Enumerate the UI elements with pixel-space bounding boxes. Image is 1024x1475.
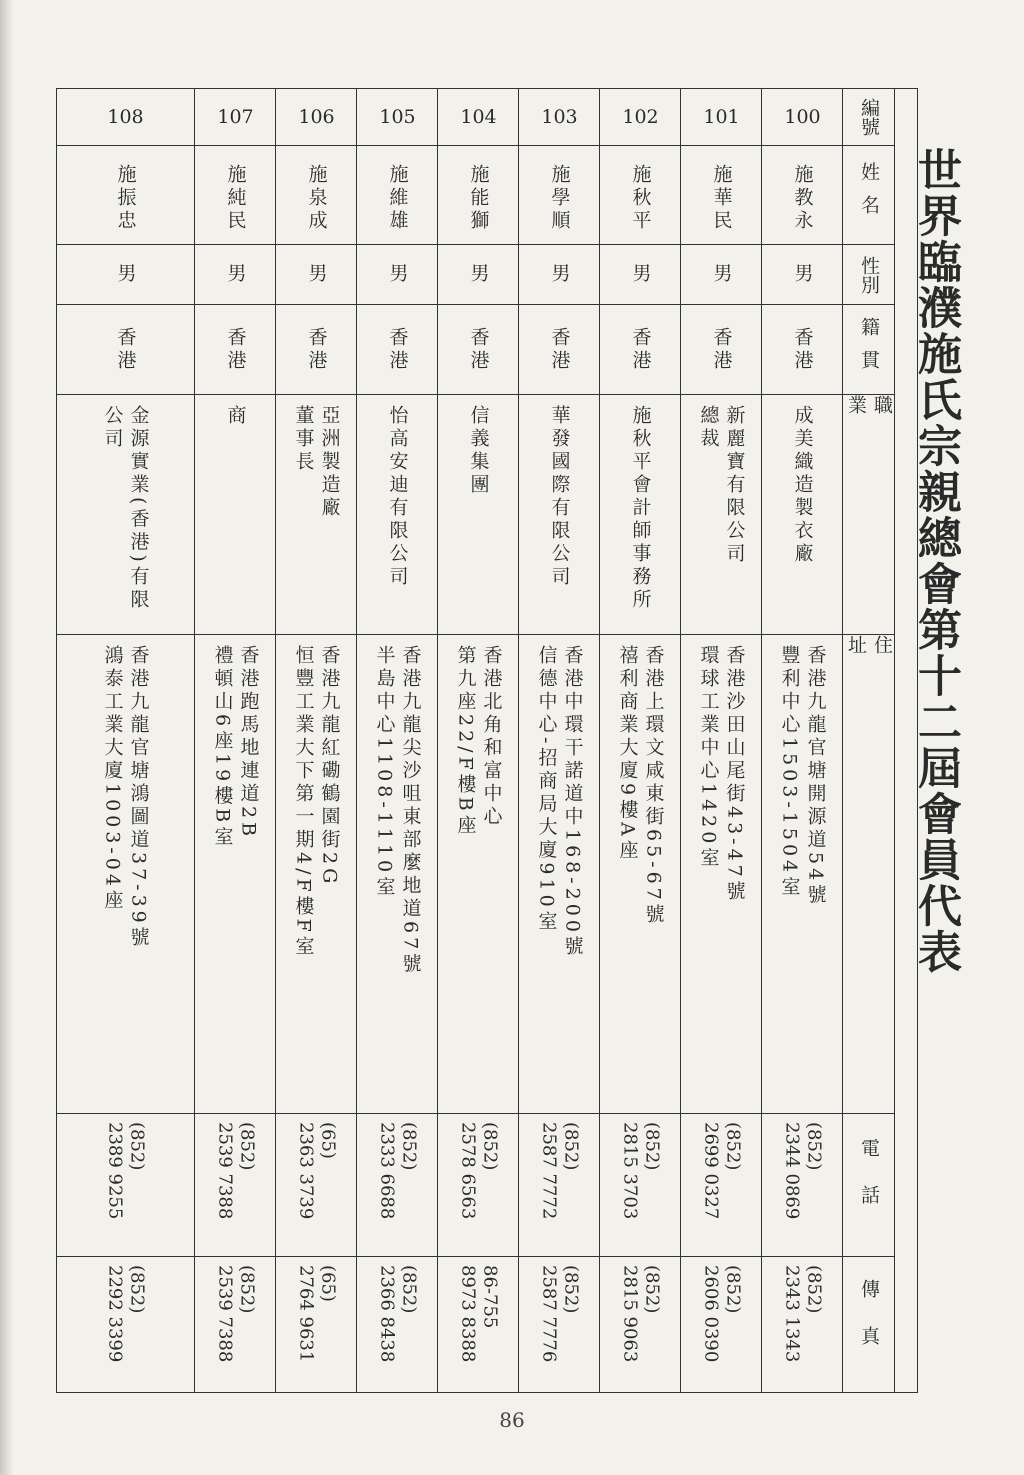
header-name <box>843 146 895 245</box>
member-gender-text: 男 <box>629 263 652 286</box>
member-fax-line: (852) <box>560 1265 582 1314</box>
member-fax-line: 2606 0390 <box>700 1265 722 1363</box>
member-fax <box>600 1257 681 1394</box>
member-gender-text: 男 <box>114 263 137 286</box>
member-column <box>437 89 519 1392</box>
member-column <box>194 89 276 1392</box>
member-number <box>681 89 762 146</box>
header-fax-label: 傳真 <box>858 1278 880 1373</box>
member-address-line: 豐利中心1503-1504室 <box>778 645 801 900</box>
member-phone-line: (852) <box>803 1122 825 1171</box>
member-address-line: 信德中心-招商局大廈910室 <box>535 645 558 934</box>
member-address-line: 半島中心1108-1110室 <box>373 645 396 900</box>
member-name-text: 施維雄 <box>386 164 409 233</box>
member-column <box>680 89 762 1392</box>
header-occupation-label: 職業 <box>845 395 893 534</box>
member-fax <box>519 1257 600 1394</box>
member-address-line: 香港沙田山尾街43-47號 <box>723 645 746 904</box>
member-address-line: 第九座22/F樓B座 <box>454 645 477 838</box>
member-address-line: 香港九龍紅磡鶴園街2G <box>318 645 341 888</box>
member-name <box>357 146 438 245</box>
member-gender-text: 男 <box>548 263 571 286</box>
member-gender <box>519 245 600 305</box>
member-origin <box>762 305 843 395</box>
member-fax-line: (852) <box>641 1265 663 1314</box>
member-number <box>762 89 843 146</box>
member-address-line: 香港上環文咸東街65-67號 <box>642 645 665 927</box>
member-address-line: 環球工業中心1420室 <box>697 645 720 871</box>
member-origin <box>276 305 357 395</box>
member-occupation-line: 信義集團 <box>467 405 490 497</box>
member-origin <box>357 305 438 395</box>
member-phone-line: (65) <box>317 1122 339 1159</box>
member-address <box>600 635 681 1114</box>
member-phone-line: 2587 7772 <box>538 1122 560 1220</box>
member-number <box>276 89 357 146</box>
member-phone-line: (852) <box>722 1122 744 1171</box>
member-fax-line: 2343 1343 <box>781 1265 803 1363</box>
member-fax-line: 2539 7388 <box>214 1265 236 1363</box>
member-number <box>438 89 519 146</box>
member-number-text: 105 <box>379 106 416 128</box>
member-gender <box>276 245 357 305</box>
member-address <box>57 635 194 1114</box>
member-phone-line: 2389 9255 <box>104 1122 126 1220</box>
member-number-text: 100 <box>784 106 821 128</box>
member-origin-text: 香港 <box>224 327 247 373</box>
member-origin-text: 香港 <box>548 327 571 373</box>
member-occupation <box>762 395 843 635</box>
member-address-line: 恒豐工業大下第一期4/F樓F室 <box>292 645 315 959</box>
member-name-text: 施學順 <box>548 164 571 233</box>
member-fax-line: (65) <box>317 1265 339 1302</box>
member-occupation-line: 成美織造製衣廠 <box>791 405 814 566</box>
member-fax <box>762 1257 843 1394</box>
member-fax-line: 2292 3399 <box>104 1265 126 1363</box>
member-phone-line: (852) <box>398 1122 420 1171</box>
member-gender <box>762 245 843 305</box>
header-gender-label: 性別 <box>858 255 880 294</box>
member-fax <box>357 1257 438 1394</box>
member-occupation <box>519 395 600 635</box>
member-origin-text: 香港 <box>710 327 733 373</box>
member-fax-line: (852) <box>803 1265 825 1314</box>
member-address <box>195 635 276 1114</box>
member-phone-line: (852) <box>560 1122 582 1171</box>
member-phone <box>276 1114 357 1257</box>
header-address-label: 住址 <box>845 635 893 924</box>
member-origin-text: 香港 <box>305 327 328 373</box>
member-phone <box>195 1114 276 1257</box>
member-address-line: 香港九龍官塘開源道54號 <box>804 645 827 908</box>
member-occupation-line: 董事長 <box>292 405 315 474</box>
header-phone-label: 電話 <box>858 1138 880 1232</box>
member-gender-text: 男 <box>386 263 409 286</box>
member-number <box>519 89 600 146</box>
member-gender-text: 男 <box>710 263 733 286</box>
member-gender <box>195 245 276 305</box>
member-address <box>762 635 843 1114</box>
member-number-text: 102 <box>622 106 659 128</box>
member-name-text: 施振忠 <box>114 164 137 233</box>
header-number-label: 編號 <box>858 98 880 136</box>
header-number <box>843 89 895 146</box>
member-column <box>761 89 843 1392</box>
member-name <box>57 146 194 245</box>
member-origin-text: 香港 <box>386 327 409 373</box>
member-fax <box>57 1257 194 1394</box>
member-origin-text: 香港 <box>467 327 490 373</box>
member-gender <box>600 245 681 305</box>
member-phone <box>600 1114 681 1257</box>
member-fax-line: 2366 8438 <box>376 1265 398 1363</box>
member-name <box>762 146 843 245</box>
member-address-line: 香港跑馬地連道2B <box>237 645 260 841</box>
member-fax <box>438 1257 519 1394</box>
member-origin <box>195 305 276 395</box>
member-origin <box>438 305 519 395</box>
member-phone-line: 2344 0869 <box>781 1122 803 1220</box>
member-name-text: 施教永 <box>791 164 814 233</box>
member-phone-line: 2363 3739 <box>295 1122 317 1220</box>
member-occupation <box>438 395 519 635</box>
member-name <box>438 146 519 245</box>
member-name <box>276 146 357 245</box>
member-column <box>356 89 438 1392</box>
member-occupation-line: 新麗寶有限公司 <box>723 405 746 566</box>
member-fax <box>276 1257 357 1394</box>
member-address <box>519 635 600 1114</box>
member-number <box>357 89 438 146</box>
member-fax-line: (852) <box>398 1265 420 1314</box>
member-fax-line: 2587 7776 <box>538 1265 560 1363</box>
page-title: 世界臨濮施氏宗親總會第十二屆會員代表 <box>910 147 961 975</box>
member-gender <box>357 245 438 305</box>
header-fax <box>843 1257 895 1394</box>
member-phone-line: 2539 7388 <box>214 1122 236 1220</box>
member-phone-line: 2815 3703 <box>619 1122 641 1220</box>
member-gender-text: 男 <box>305 263 328 286</box>
member-phone-line: 2578 6563 <box>457 1122 479 1220</box>
member-phone <box>57 1114 194 1257</box>
member-occupation-line: 商 <box>224 405 247 428</box>
member-phone-line: (852) <box>126 1122 148 1171</box>
header-phone <box>843 1114 895 1257</box>
member-gender-text: 男 <box>467 263 490 286</box>
member-name-text: 施華民 <box>710 164 733 233</box>
member-address-line: 禮頓山6座19樓B室 <box>211 645 234 850</box>
title-column <box>894 89 975 1392</box>
member-address-line: 鴻泰工業大廈1003-04座 <box>101 645 124 913</box>
member-fax-line: (852) <box>236 1265 258 1314</box>
member-name <box>195 146 276 245</box>
header-gender <box>843 245 895 305</box>
member-address <box>276 635 357 1114</box>
member-phone <box>438 1114 519 1257</box>
member-fax-line: 8973 8388 <box>457 1265 479 1363</box>
member-gender-text: 男 <box>791 263 814 286</box>
member-address-line: 香港九龍尖沙咀東部麼地道67號 <box>399 645 422 977</box>
member-phone <box>681 1114 762 1257</box>
member-name <box>600 146 681 245</box>
member-fax-line: 2815 9063 <box>619 1265 641 1363</box>
member-fax <box>681 1257 762 1394</box>
member-name-text: 施能獅 <box>467 164 490 233</box>
member-number <box>195 89 276 146</box>
member-occupation <box>357 395 438 635</box>
member-column <box>518 89 600 1392</box>
member-origin <box>681 305 762 395</box>
member-origin-text: 香港 <box>629 327 652 373</box>
member-occupation <box>276 395 357 635</box>
member-phone-line: (852) <box>236 1122 258 1171</box>
member-phone <box>357 1114 438 1257</box>
member-number-text: 108 <box>107 106 144 128</box>
member-fax <box>195 1257 276 1394</box>
member-occupation-line: 亞洲製造廠 <box>318 405 341 520</box>
member-fax-line: (852) <box>126 1265 148 1314</box>
header-address <box>843 635 895 1114</box>
member-gender <box>438 245 519 305</box>
member-name-text: 施泉成 <box>305 164 328 233</box>
member-occupation-line: 施秋平會計師事務所 <box>629 405 652 612</box>
member-number-text: 106 <box>298 106 335 128</box>
member-occupation <box>57 395 194 635</box>
header-name-label: 姓名 <box>858 162 880 228</box>
member-gender <box>57 245 194 305</box>
member-fax-line: 86-755 <box>479 1265 501 1329</box>
header-occupation <box>843 395 895 635</box>
member-address-line: 香港中環干諾道中168-200號 <box>561 645 584 959</box>
member-address <box>438 635 519 1114</box>
member-table <box>56 88 961 1393</box>
member-number-text: 107 <box>217 106 254 128</box>
member-number-text: 103 <box>541 106 578 128</box>
member-name-text: 施秋平 <box>629 164 652 233</box>
member-phone-line: (852) <box>479 1122 501 1171</box>
member-name <box>519 146 600 245</box>
member-origin <box>519 305 600 395</box>
header-column <box>842 89 895 1392</box>
member-phone-line: 2699 0327 <box>700 1122 722 1220</box>
member-column <box>275 89 357 1392</box>
member-occupation <box>681 395 762 635</box>
page-number: 86 <box>499 1408 525 1432</box>
member-column <box>599 89 681 1392</box>
member-phone-line: (852) <box>641 1122 663 1171</box>
member-number-text: 104 <box>460 106 497 128</box>
member-name <box>681 146 762 245</box>
member-occupation-line: 總裁 <box>697 405 720 451</box>
member-gender <box>681 245 762 305</box>
book-spine-shadow <box>0 0 14 1475</box>
member-origin <box>57 305 194 395</box>
member-address-line: 香港北角和富中心 <box>480 645 503 829</box>
member-occupation <box>600 395 681 635</box>
member-occupation-line: 金源實業(香港)有限公司 <box>101 405 150 612</box>
member-occupation-line: 華發國際有限公司 <box>548 405 571 589</box>
member-phone <box>762 1114 843 1257</box>
member-name-text: 施純民 <box>224 164 247 233</box>
member-occupation <box>195 395 276 635</box>
member-number <box>57 89 194 146</box>
member-address <box>681 635 762 1114</box>
member-number-text: 101 <box>703 106 740 128</box>
member-fax-line: (852) <box>722 1265 744 1314</box>
member-origin-text: 香港 <box>791 327 814 373</box>
member-column <box>57 89 194 1392</box>
member-address-line: 香港九龍官塘鴻圖道37-39號 <box>127 645 150 950</box>
member-phone-line: 2333 6688 <box>376 1122 398 1220</box>
member-gender-text: 男 <box>224 263 247 286</box>
member-occupation-line: 怡高安迪有限公司 <box>386 405 409 589</box>
member-origin-text: 香港 <box>114 327 137 373</box>
member-origin <box>600 305 681 395</box>
member-address-line: 禧利商業大廈9樓A座 <box>616 645 639 863</box>
header-origin-label: 籍貫 <box>858 316 880 383</box>
member-fax-line: 2764 9631 <box>295 1265 317 1363</box>
member-number <box>600 89 681 146</box>
header-origin <box>843 305 895 395</box>
member-phone <box>519 1114 600 1257</box>
member-address <box>357 635 438 1114</box>
